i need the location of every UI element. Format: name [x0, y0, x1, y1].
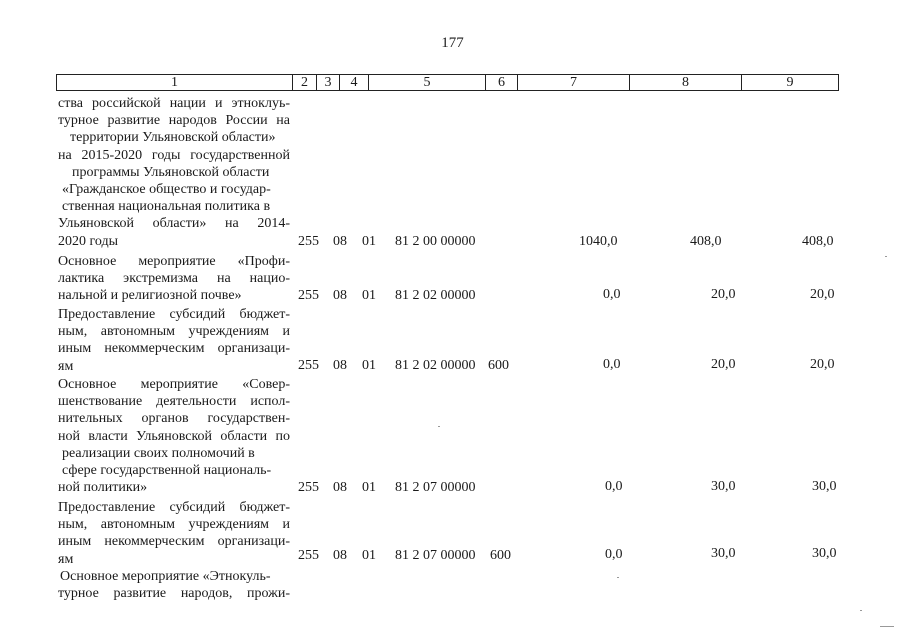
description-line: территории Ульяновской области» [70, 130, 276, 146]
description-line: ной политики» [58, 480, 148, 496]
column-header-1: 1 [57, 75, 293, 90]
cell-gr: 255 [298, 548, 319, 563]
table-header-row [56, 74, 839, 91]
description-line: 2020 годы [58, 233, 119, 249]
table-row-description [58, 306, 290, 375]
table-row-description [58, 253, 290, 305]
cell-2021: 30,0 [812, 479, 837, 494]
cell-pr: 01 [362, 358, 376, 373]
description-line: Предоставление субсидий бюджет- [58, 500, 290, 515]
description-line: на 2015-2020 годы государственной [58, 147, 290, 163]
description-line: Основное мероприятие «Совер- [58, 377, 290, 392]
cell-csr: 81 2 02 00000 [395, 288, 476, 303]
description-line: нальной и религиозной почве» [58, 288, 242, 304]
cell-2021: 20,0 [810, 287, 835, 302]
table-row-description [58, 499, 290, 568]
cell-2019: 0,0 [605, 547, 623, 562]
cell-pr: 01 [362, 548, 376, 563]
column-header-7: 7 [518, 75, 630, 90]
cell-2021: 408,0 [802, 234, 834, 249]
description-line: ным, автономным учреждениям и [58, 324, 290, 340]
column-header-5: 5 [369, 75, 486, 90]
description-line: лактика экстремизма на нацио- [58, 271, 290, 287]
description-line: ственная национальная политика в [62, 199, 271, 215]
cell-2021: 20,0 [810, 357, 835, 372]
cell-rz: 08 [333, 548, 347, 563]
cell-2021: 30,0 [812, 546, 837, 561]
scan-speck [617, 577, 619, 578]
cell-2020: 408,0 [690, 234, 722, 249]
description-line: ным, автономным учреждениям и [58, 517, 290, 533]
cell-pr: 01 [362, 234, 376, 249]
cell-2019: 0,0 [603, 357, 621, 372]
cell-2020: 20,0 [711, 287, 736, 302]
description-line: иным некоммерческим организаци- [58, 341, 290, 357]
scan-speck [438, 426, 440, 427]
table-row-description [58, 376, 290, 496]
cell-gr: 255 [298, 234, 319, 249]
cell-pr: 01 [362, 480, 376, 495]
description-line: нительных органов государствен- [58, 411, 290, 427]
cell-pr: 01 [362, 288, 376, 303]
column-header-2: 2 [293, 75, 317, 90]
description-line: реализации своих полномочий в [62, 445, 255, 461]
cell-gr: 255 [298, 358, 319, 373]
cell-vr: 600 [488, 358, 509, 373]
description-line: Ульяновской области» на 2014- [58, 216, 290, 232]
description-line: Основное мероприятие «Этнокуль- [60, 569, 271, 584]
cell-vr: 600 [490, 548, 511, 563]
cell-csr: 81 2 00 00000 [395, 234, 476, 249]
cell-2020: 30,0 [711, 546, 736, 561]
description-line: Основное мероприятие «Профи- [58, 254, 290, 269]
cell-csr: 81 2 02 00000 [395, 358, 476, 373]
cell-2020: 20,0 [711, 357, 736, 372]
description-line: иным некоммерческим организаци- [58, 534, 290, 550]
cell-2019: 0,0 [603, 287, 621, 302]
table-row-description [58, 568, 290, 602]
cell-rz: 08 [333, 288, 347, 303]
scan-speck [885, 256, 887, 257]
cell-csr: 81 2 07 00000 [395, 480, 476, 495]
description-line: «Гражданское общество и государ- [62, 182, 271, 198]
column-header-9: 9 [786, 75, 794, 90]
cell-2019: 0,0 [605, 479, 623, 494]
description-line: ства российской нации и этноклуь- [58, 96, 290, 111]
description-line: турное развитие народов, прожи- [58, 586, 290, 602]
cell-rz: 08 [333, 480, 347, 495]
description-line: турное развитие народов России на [58, 113, 290, 129]
cell-rz: 08 [333, 358, 347, 373]
description-line: программы Ульяновской области [72, 164, 270, 180]
column-header-3: 3 [317, 75, 340, 90]
page-number: 177 [441, 35, 464, 51]
scan-speck [860, 610, 862, 611]
column-header-8: 8 [630, 75, 742, 90]
description-line: ям [58, 551, 74, 567]
description-line: ям [58, 358, 74, 374]
cell-2020: 30,0 [711, 479, 736, 494]
column-header-4: 4 [340, 75, 369, 90]
description-line: Предоставление субсидий бюджет- [58, 307, 290, 322]
description-line: сфере государственной националь- [62, 463, 272, 479]
column-header-6: 6 [486, 75, 518, 90]
cell-gr: 255 [298, 480, 319, 495]
description-line: ной власти Ульяновской области по [58, 428, 290, 444]
cell-gr: 255 [298, 288, 319, 303]
cell-rz: 08 [333, 234, 347, 249]
table-row-description [58, 95, 290, 250]
description-line: шенствование деятельности испол- [58, 394, 290, 410]
cell-2019: 1040,0 [579, 234, 618, 249]
scan-speck [880, 626, 894, 627]
cell-csr: 81 2 07 00000 [395, 548, 476, 563]
